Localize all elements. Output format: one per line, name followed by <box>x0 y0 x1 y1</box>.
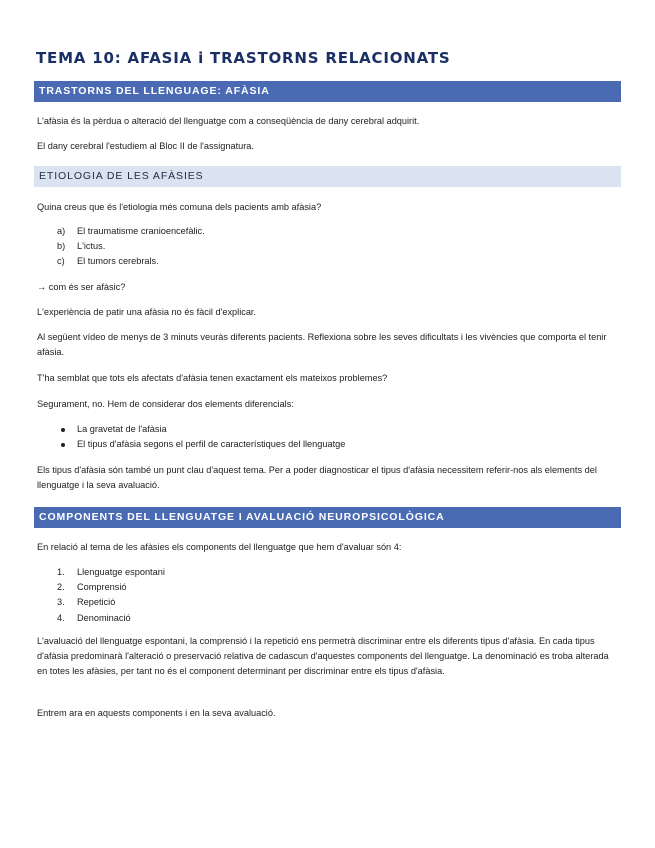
section-heading-components: COMPONENTS DEL LLENGUATGE I AVALUACIÓ NEUROPSICOLÒGICA <box>34 507 621 528</box>
differentials-list <box>57 422 345 452</box>
list-item-text: El tipus d'afàsia segons el perfil de característiques del llenguatge <box>77 439 346 450</box>
list-marker: 3. <box>57 597 65 608</box>
list-marker: c) <box>57 256 65 267</box>
list-item <box>57 224 205 239</box>
list-marker: b) <box>57 241 66 252</box>
page-title: TEMA 10: AFASIA i TRASTORNS RELACIONATS <box>36 49 451 67</box>
list-marker: 4. <box>57 612 65 623</box>
section-heading-etiologia: ETIOLOGIA DE LES AFÀSIES <box>34 166 621 187</box>
paragraph: Al següent vídeo de menys de 3 minuts veuràs diferents pacients. Reflexiona sobre les seves dificultats i les vivències que comporta el tenir afàsia. <box>37 332 607 357</box>
list-item <box>57 580 165 595</box>
list-item <box>57 437 345 452</box>
list-item-text: Llenguatge espontani <box>77 567 165 577</box>
section-heading-afasia: TRASTORNS DEL LLENGUAGE: AFÀSIA <box>34 81 621 102</box>
list-item-text: La gravetat de l'afàsia <box>77 424 167 434</box>
etiology-options-list <box>57 224 205 270</box>
paragraph: En relació al tema de les afàsies els components del llenguatge que hem d'avaluar són 4: <box>37 542 402 552</box>
list-item <box>57 565 165 580</box>
list-item <box>57 611 165 626</box>
list-item <box>57 422 345 437</box>
list-item-text: El traumatisme cranioencefàlic. <box>77 226 205 236</box>
list-item-text: Repetició <box>77 597 116 608</box>
list-item <box>57 239 205 254</box>
paragraph: Entrem ara en aquests components i en la seva avaluació. <box>37 708 276 718</box>
paragraph: Quina creus que és l'etiologia més comuna dels pacients amb afàsia? <box>37 202 322 212</box>
list-item-text: El tumors cerebrals. <box>77 256 159 267</box>
list-item-text: Comprensió <box>77 582 127 593</box>
list-item-text: L'ictus. <box>77 241 106 252</box>
components-list <box>57 565 165 626</box>
paragraph: L'experiència de patir una afàsia no és fàcil d'explicar. <box>37 307 257 317</box>
paragraph: Els tipus d'afàsia són també un punt clau d'aquest tema. Per a poder diagnosticar el tipus d'afàsia necessitem referir-nos als elements del llenguatge i la seva avaluació. <box>37 465 597 490</box>
list-marker: a) <box>57 226 66 236</box>
paragraph: L'afàsia és la pèrdua o alteració del llenguatge com a conseqüència de dany cerebral adquirit. <box>37 116 420 126</box>
bullet-icon <box>61 443 65 447</box>
paragraph: El dany cerebral l'estudiem al Bloc II de l'assignatura. <box>37 141 254 151</box>
list-item <box>57 595 165 610</box>
bullet-icon <box>61 428 65 432</box>
list-item-text: Denominació <box>77 612 131 623</box>
list-marker: 2. <box>57 582 65 593</box>
paragraph: L'avaluació del llenguatge espontani, la comprensió i la repetició ens permetrà discriminar entre els diferents tipus d'afàsia. En cada tipus d'afàsia predominarà l'alteració o preservació relativa de cadascun d'aquestes components del llenguatge. La denominació es troba alterada en totes les afàsies, per tant no és el component determinant per discriminar entre els tipus d'afàsia. <box>37 636 609 676</box>
paragraph: Segurament, no. Hem de considerar dos elements diferencials: <box>37 399 294 409</box>
list-marker: 1. <box>57 567 65 577</box>
paragraph: T'ha semblat que tots els afectats d'afàsia tenen exactament els mateixos problemes? <box>37 373 388 383</box>
list-item <box>57 254 205 269</box>
paragraph: → com és ser afàsic? <box>37 282 126 292</box>
